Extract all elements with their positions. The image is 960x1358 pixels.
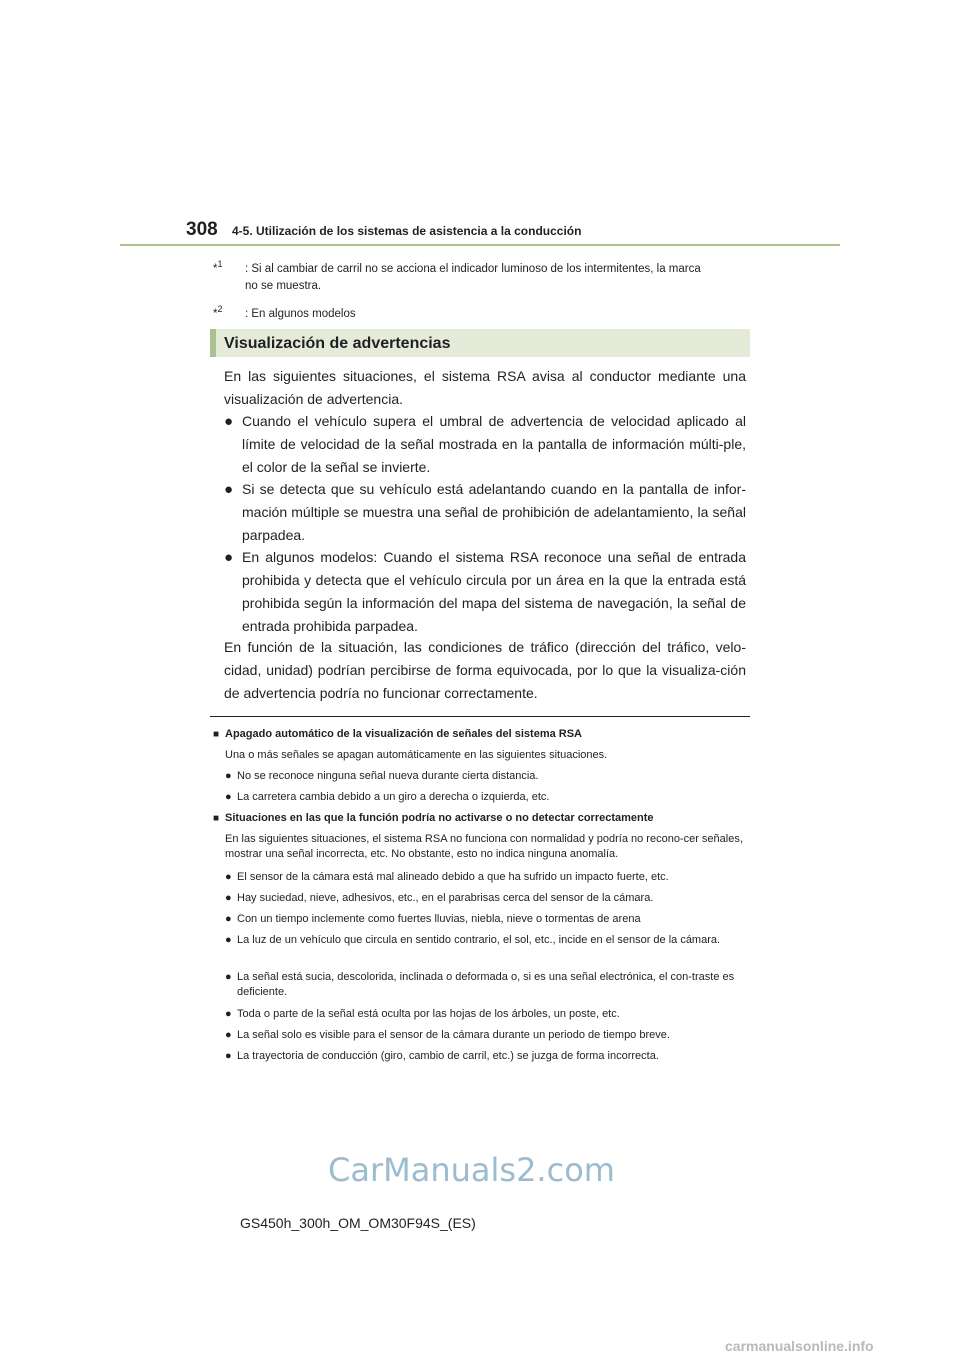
list-item-text: En algunos modelos: Cuando el sistema RSA reconoce una señal de entrada prohibida y detecta que el vehículo circula por un área en la que la entrada está prohibida según la información del mapa del sistema de navegación, la señal de entrada prohibida parpadea. [242, 549, 746, 634]
bullet-icon: ● [225, 934, 232, 946]
intro-paragraph: En las siguientes situaciones, el sistema RSA avisa al conductor mediante una visualización de advertencia. [224, 368, 746, 407]
header-rule [120, 244, 840, 246]
bullet-icon: ● [225, 1008, 232, 1020]
bullet-icon: ● [225, 791, 232, 803]
note-list-item: ● Con un tiempo inclemente como fuertes lluvias, niebla, nieve o tormentas de arena [225, 913, 641, 925]
bullet-icon: ● [224, 481, 234, 498]
bullet-icon: ● [225, 871, 232, 883]
note-list-item: ● La luz de un vehículo que circula en sentido contrario, el sol, etc., incide en el sensor de la cámara. [225, 934, 721, 946]
square-bullet-icon: ■ [213, 729, 220, 740]
note-list-item: ● Hay suciedad, nieve, adhesivos, etc., en el parabrisas cerca del sensor de la cámara. [225, 892, 654, 904]
footnote-continuation: no se muestra. [245, 279, 322, 292]
section-heading: Visualización de advertencias [224, 335, 451, 352]
footnote-marker: *$^1$ [213, 259, 223, 275]
note-list-item: ● La trayectoria de conducción (giro, cambio de carril, etc.) se juzga de forma incorrecta. [225, 1050, 659, 1062]
section-divider [210, 716, 750, 717]
note-list-item: ● La señal solo es visible para el sensor de la cámara durante un periodo de tiempo breve. [225, 1029, 670, 1041]
note-text: Una o más señales se apagan automáticamente en las siguientes situaciones. [225, 749, 608, 761]
note-list-item: ● El sensor de la cámara está mal alineado debido a que ha sufrido un impacto fuerte, etc. [225, 871, 669, 883]
list-item-text: Si se detecta que su vehículo está adelantando cuando en la pantalla de infor-mación múltiple se muestra una señal de prohibición de adelantamiento, la señal parpadea. [242, 481, 746, 543]
note-list-item: ● Toda o parte de la señal está oculta por las hojas de los árboles, un poste, etc. [225, 1008, 620, 1020]
list-item [224, 410, 746, 479]
bullet-icon: ● [224, 413, 234, 430]
footnote-text: : En algunos modelos [245, 307, 356, 320]
footnote-text: : Si al cambiar de carril no se acciona el indicador luminoso de los intermitentes, la marca [245, 262, 701, 275]
section-title: 4-5. Utilización de los sistemas de asistencia a la conducción [232, 224, 582, 238]
closing-paragraph: En función de la situación, las condiciones de tráfico (dirección del tráfico, velo-cidad, unidad) podrían percibirse de forma equivocada, por lo que la visualiza-ción de advertencia podría no funcionar correctamente. [224, 639, 746, 701]
list-item [224, 478, 746, 547]
square-bullet-icon: ■ [213, 813, 220, 824]
list-item-text: Cuando el vehículo supera el umbral de advertencia de velocidad aplicado al límite de velocidad de la señal mostrada en la pantalla de información múlti-ple, el color de la señal se invierte. [242, 413, 746, 475]
corner-watermark: carmanualsonline.info [725, 1338, 874, 1354]
bullet-icon: ● [225, 892, 232, 904]
document-code: GS450h_300h_OM_OM30F94S_(ES) [240, 1215, 476, 1231]
note-title-failure: ■ Situaciones en las que la función podría no activarse o no detectar correctamente [213, 812, 654, 824]
footnote-1 [213, 256, 753, 295]
watermark-logo: CarManuals2.com [328, 1151, 615, 1189]
note-list-item: ● La señal está sucia, descolorida, inclinada o deformada o, si es una señal electrónica, el con-traste es deficiente. [225, 971, 735, 998]
note-title-auto-off: ■ Apagado automático de la visualización de señales del sistema RSA [213, 728, 583, 740]
list-item [224, 546, 746, 638]
footnote-2 [213, 301, 753, 323]
footnote-marker: *$^2$ [213, 304, 223, 320]
note-list-item: ● No se reconoce ninguna señal nueva durante cierta distancia. [225, 770, 539, 782]
bullet-icon: ● [224, 549, 234, 566]
bullet-icon: ● [225, 971, 232, 983]
note-list-item: ● La carretera cambia debido a un giro a derecha o izquierda, etc. [225, 791, 550, 803]
note-text: En las siguientes situaciones, el sistema RSA no funciona con normalidad y podría no recono-cer señales, mostrar una señal incorrecta, etc. No obstante, esto no indica ninguna anomalía. [225, 833, 743, 860]
bullet-icon: ● [225, 1050, 232, 1062]
page-number: 308 [186, 219, 218, 240]
bullet-icon: ● [225, 913, 232, 925]
bullet-icon: ● [225, 770, 232, 782]
bullet-icon: ● [225, 1029, 232, 1041]
